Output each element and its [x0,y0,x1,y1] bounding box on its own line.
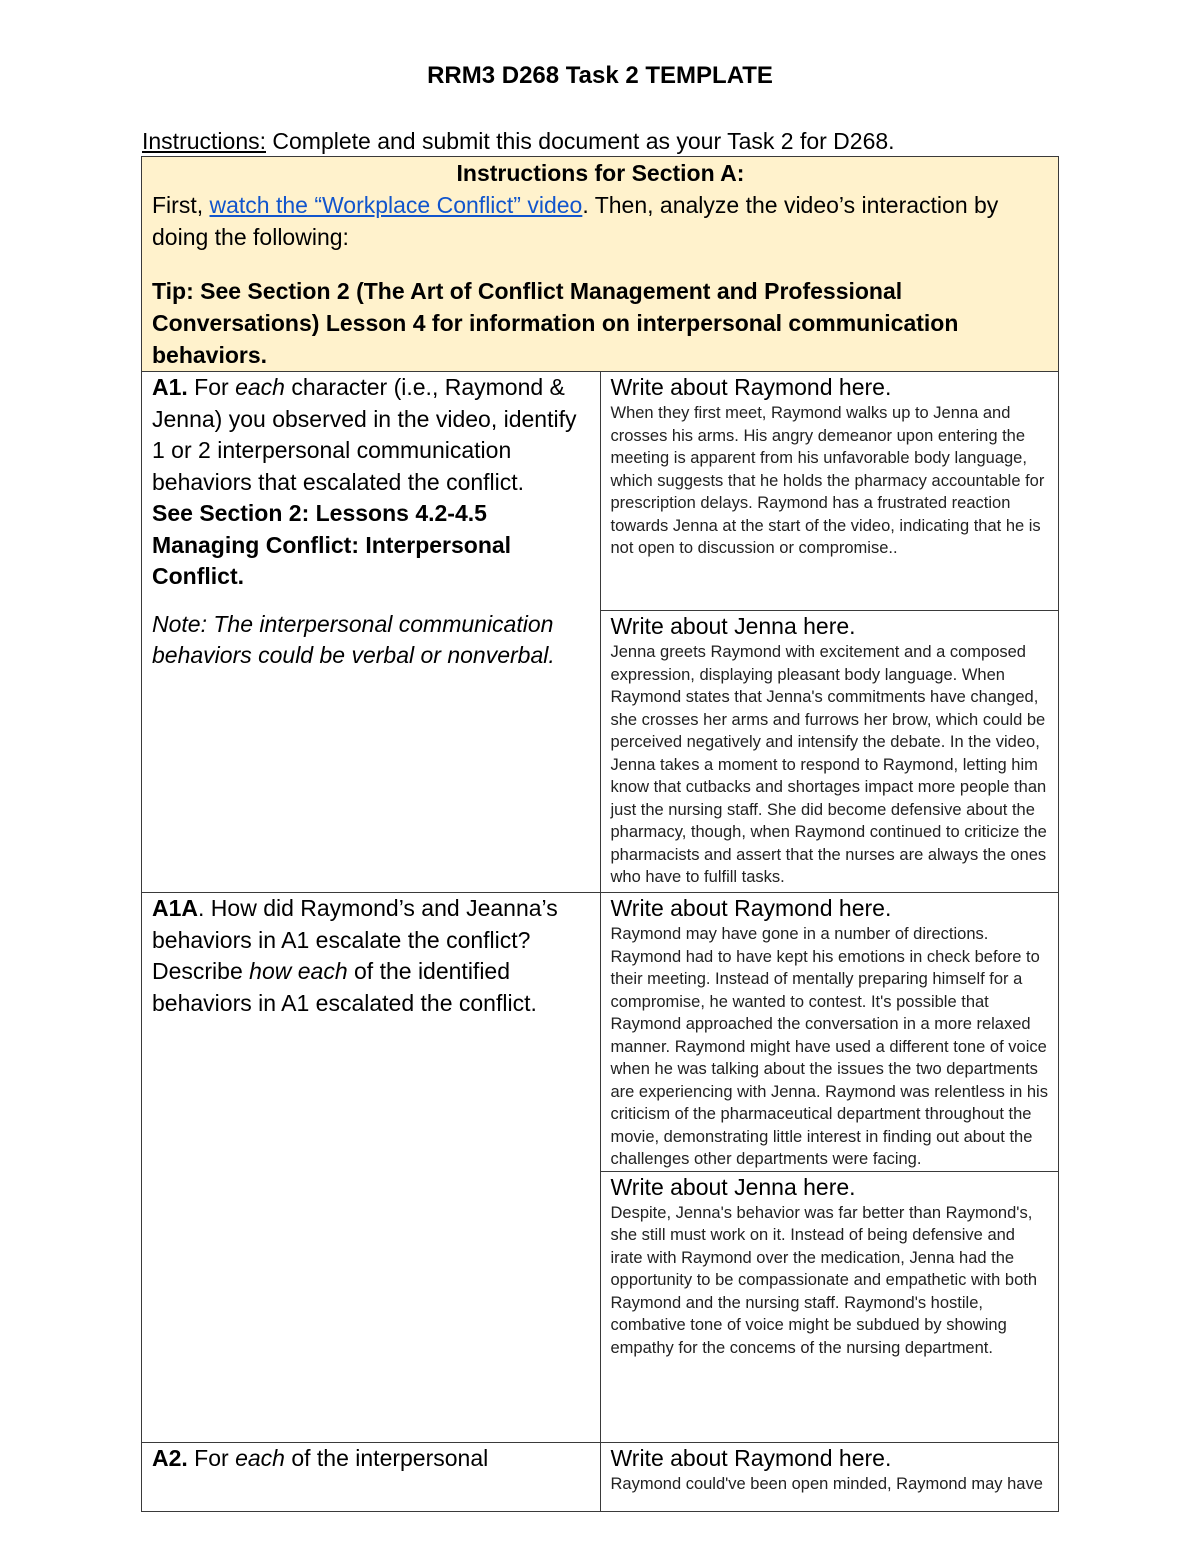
a2-prompt [152,1443,591,1475]
a2-row-raymond [142,1442,1059,1511]
a1a-jenna-heading: Write about Jenna here. [610,1173,856,1200]
a1-raymond-heading: Write about Raymond here. [610,374,892,400]
section-a-instructions-cell [142,157,1059,372]
a1-row-raymond [142,372,1059,611]
section-a-tip: Tip: See Section 2 (The Art of Conflict Management and Professional Conversations) Lesson 4 for information on interpersonal communication behaviors. [152,278,959,368]
instructions-label: Instructions: [142,128,266,154]
a1-prompt-post: character (i.e., Raymond & Jenna) you observed in the video, identify 1 or 2 interpersonal communication behaviors that escalated the conflict. [152,374,577,495]
a1-see-section: See Section 2: Lessons 4.2-4.5 Managing Conflict: Interpersonal Conflict. [152,500,512,589]
a1a-prompt-post: of the identified behaviors in A1 escalated the conflict. [152,958,537,1016]
section-a-header-title: Instructions for Section A: [456,160,745,186]
a1-note: Note: The interpersonal communication behaviors could be verbal or nonverbal. [152,610,555,668]
a2-raymond-heading: Write about Raymond here. [610,1444,892,1471]
section-a-header-row [142,157,1059,372]
a1-jenna-response-cell[interactable] [600,611,1059,893]
a2-prompt-post: of the interpersonal [284,1444,489,1471]
workplace-conflict-video-link[interactable]: watch the “Workplace Conflict” video [209,192,583,218]
a2-prompt-cell [142,1442,601,1511]
a1-raymond-response-cell[interactable] [600,372,1059,611]
a1a-row-raymond [142,893,1059,1172]
a1a-raymond-text[interactable]: Raymond may have gone in a number of directions. Raymond had to have kept his emotions in check before to their meeting. Instead of mentally preparing himself for a compromise, he wanted to contest. It's possible that Raymond approached the conversation in a more relaxed manner. Raymond might have used a different tone of voice when he was talking about the issues the two departments are experiencing with Jenna. Raymond was relentless in his criticism of the pharmaceutical department throughout the movie, demonstrating little interest in finding out about the challenges other departments were facing. [610,925,1048,1168]
a1a-prompt-em: how each [249,958,348,984]
a1-jenna-text[interactable]: Jenna greets Raymond with excitement and a composed expression, displaying pleasant body language. When Raymond states that Jenna's commitments have changed, she crosses her arms and furrows her brow, which could be perceived negatively and intensify the debate. In the video, Jenna takes a moment to respond to Raymond, letting him know that cutbacks and shortages impact more people than just the nursing staff. She did become defensive about the pharmacy, though, when Raymond continued to criticize the pharmacists and assert that the nurses are always the ones who have to fulfill tasks. [610,643,1047,887]
a2-prompt-pre: For [187,1444,236,1471]
a1-prompt-cell [142,372,601,893]
a2-raymond-response-cell[interactable] [600,1442,1059,1511]
a1-label: A1. [152,374,188,400]
a1a-jenna-text[interactable]: Despite, Jenna's behavior was far better than Raymond's, she still must work on it. Instead of being defensive and irate with Raymond over the medication, Jenna had the opportunity to be compassionate and empathetic with both Raymond and the nursing staff. Raymond's hostile, combative tone of voice might be subdued by showing empathy for the concems of the nursing department. [610,1203,1038,1357]
a2-raymond-text[interactable]: Raymond could've been open minded, Raymond may have [610,1474,1043,1493]
a1a-raymond-response-cell[interactable] [600,893,1059,1172]
first-prefix: First, [152,192,210,218]
a1-jenna-heading: Write about Jenna here. [610,613,856,640]
a1a-prompt-pre: . How did Raymond’s and Jeanna’s behaviors in A1 escalate the conflict? Describe [152,895,558,984]
a2-label: A2. [152,1444,188,1471]
a1-raymond-text[interactable]: When they first meet, Raymond walks up to Jenna and crosses his arms. His angry demeanor upon entering the meeting is apparent from his unfavorable body language, which suggests that he holds the pharmacy accountable for prescription delays. Raymond has a frustrated reaction towards Jenna at the start of the video, indicating that he is not open to discussion or compromise.. [610,404,1045,557]
instructions-text: Complete and submit this document as your Task 2 for D268. [266,128,895,154]
a1a-prompt [152,893,591,1019]
a1a-label: A1A [152,895,199,921]
a1a-raymond-heading: Write about Raymond here. [610,895,892,921]
a1-prompt [152,372,591,498]
task-table [141,156,1059,1512]
document-title: RRM3 D268 Task 2 TEMPLATE [427,62,773,89]
a1-prompt-pre: For [187,374,236,400]
a1a-jenna-response-cell[interactable] [600,1171,1059,1442]
a2-prompt-em: each [235,1444,285,1471]
instructions-line [142,128,895,155]
a1-prompt-em: each [235,374,285,400]
section-a-first-instruction [152,189,1049,253]
a1a-prompt-cell [142,893,601,1443]
first-suffix: . Then, analyze the video’s interaction by doing the following: [152,192,999,250]
